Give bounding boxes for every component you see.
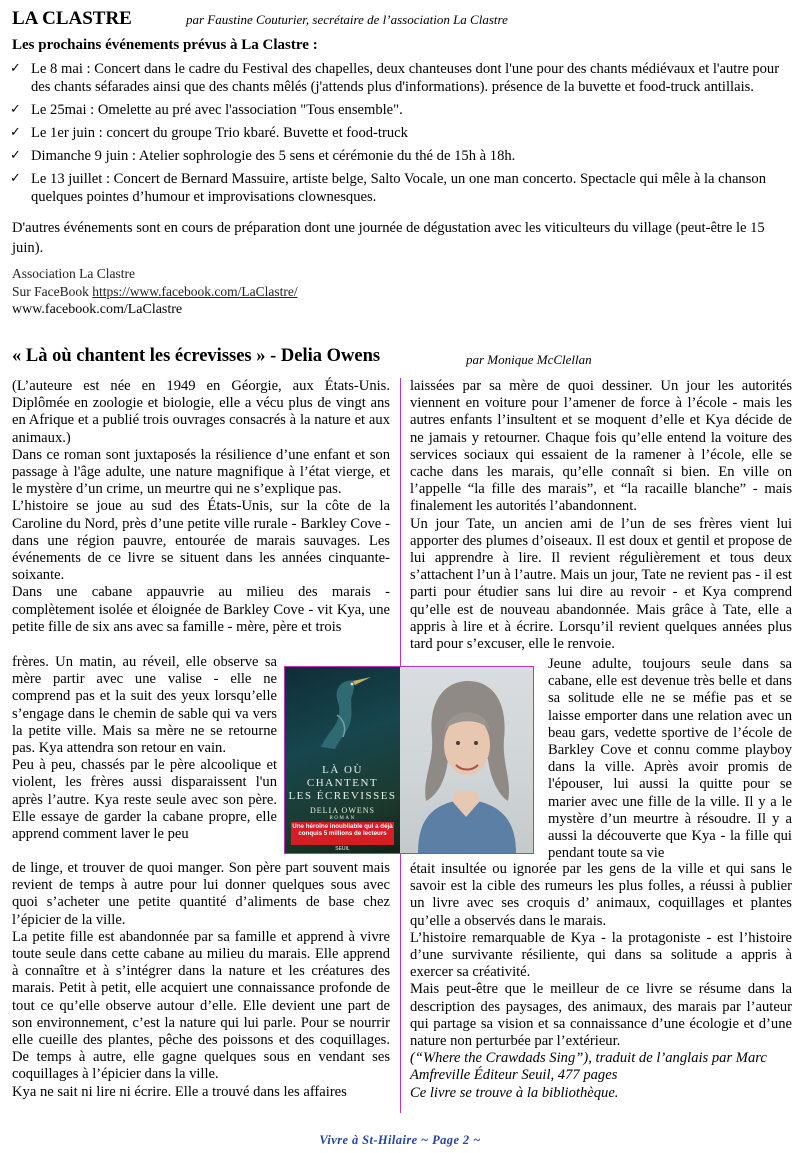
cover-promo-band: Une héroïne inoubliable qui a déjà conquis 5 millions de lecteurs bbox=[291, 822, 394, 845]
event-item: ✓ Le 1er juin : concert du groupe Trio kbaré. Buvette et food-truck bbox=[10, 125, 408, 141]
book-credits: (“Where the Crawdads Sing”), traduit de l’anglais par Marc Amfreville Éditeur Seuil, 477 pages Ce livre se trouve à la bibliothèque. bbox=[410, 1050, 767, 1101]
article-byline: par Monique McClellan bbox=[466, 352, 592, 367]
events-heading: Les prochains événements prévus à La Clastre : bbox=[12, 37, 318, 53]
checkmark-icon: ✓ bbox=[10, 171, 21, 186]
cover-title-line: LES ÉCREVISSES bbox=[288, 790, 397, 802]
article-column-right-top: laissées par sa mère de quoi dessiner. Un jour les autorités viennent en voiture pour l’amener de force à l’école - mais les autres enfants l’insultent et se moquent d’elle et Kya décide de ne jamais y retourner. Chaque fois qu’elle entend la voiture des services sociaux qui essaient de la ramener à l’école, elle se cache dans les marais, qu’elle connaît si bien. En ville on l’appelle “la fille des marais”, et “la racaille blanche” - mais finalement les autorités l’abandonnent. Un jour Tate, un ancien ami de l’un de ses frères vient lui apporter des plumes d’oiseaux. Il est doux et gentil et propose de lui apprendre à lire. Il revient régulièrement et tous deux s’attachent l’un à l’autre. Mais un jour, Tate ne revient pas - il est parti pour étudier sans lui dire au revoir - et Kya comprend qu’elle est de nouveau abandonnée. Mais grâce à Tate, elle a appris à lire et à écrire. Lorsqu’il revient quelques années plus tard pour s’excuser, elle le renvoie. bbox=[410, 378, 792, 653]
author-portrait-illustration bbox=[400, 667, 533, 853]
association-name: Association La Clastre bbox=[12, 266, 135, 281]
checkmark-icon: ✓ bbox=[10, 148, 21, 163]
article-title: « Là où chantent les écrevisses » - Delia Owens bbox=[12, 346, 381, 366]
checkmark-icon: ✓ bbox=[10, 125, 21, 140]
facebook-link[interactable]: https://www.facebook.com/LaClastre/ bbox=[92, 284, 298, 299]
article-column-left-wrap: frères. Un matin, au réveil, elle observe sa mère partir avec une valise - elle ne comprend pas et la suit des yeux lorsqu’elle s’engage dans le chemin de sable qui va vers la petite ville. Mais sa mère ne se retourne pas. Kya attendra son retour en vain. Peu à peu, chassés par le père alcoolique et violent, les frères aussi disparaissent l'un après l’autre. Kya reste seule avec son père. Elle essaye de garder la cabane propre, elle apprend comment laver le peu bbox=[12, 654, 277, 843]
heron-illustration bbox=[307, 675, 377, 755]
cover-title-line: CHANTENT bbox=[306, 777, 379, 789]
checkmark-icon: ✓ bbox=[10, 102, 21, 117]
event-item: ✓ Le 13 juillet : Concert de Bernard Massuire, artiste belge, Salto Vocale, un one man concerto. Spectacle qui mêle à la chanson quelques pointes d’humour et improvisations clownesques. bbox=[10, 171, 766, 205]
author-photo bbox=[400, 667, 533, 853]
checkmark-icon: ✓ bbox=[10, 61, 21, 76]
event-item: ✓ Dimanche 9 juin : Atelier sophrologie des 5 sens et cérémonie du thé de 15h à 18h. bbox=[10, 148, 516, 164]
events-note: D'autres événements sont en cours de préparation dont une journée de dégustation avec les viticulteurs du village (peut-être le 15 juin). bbox=[12, 220, 765, 256]
events-list bbox=[10, 60, 800, 211]
association-contact bbox=[12, 265, 298, 319]
article-column-left-top: (L’auteure est née en 1949 en Géorgie, aux États-Unis. Diplômée en zoologie et biologie, elle a vécu plus de vingt ans en Afrique et a publié trois ouvrages consacrés à la nature et aux animaux.) Dans ce roman sont juxtaposés la résilience d’une enfant et son passage à l'âge adulte, une nature magnifique à l’état vierge, et le mystère d’un crime, un meurtre qui ne s’explique pas. L’histoire se joue au sud des États-Unis, sur la côte de la Caroline du Nord, près d’une petite ville rurale - Barkley Cove - dans une région pauvre, entourée de marais sauvages. Les événements de ce livre se situent dans les années cinquante-soixante. Dans une cabane appauvrie au milieu des marais - complètement isolée et éloignée de Barkley Cove - vit Kya, une petite fille de six ans avec sa famille - mère, père et trois bbox=[12, 378, 390, 635]
book-image-frame bbox=[284, 666, 534, 854]
article-column-left-bottom: de linge, et trouver de quoi manger. Son père part souvent mais revient de temps à autre pour lui donner quelques sous avec quoi s’acheter une petite quantité d’aliments de base chez l’épicier de la ville. La petite fille est abandonnée par sa famille et apprend à vivre toute seule dans cette cabane au milieu du marais. Elle apprend à connaître et à s’intégrer dans la nature et les créatures des marais. Petit à petit, elle acquiert une connaissance profonde de tout ce qu’elle observe autour d’elle. Elle devient une part de son environnement, c’est la nature qui lui parle. Pour se nourrir elle cueille des plantes, pêche des poissons et des coquillages. De temps à autre, elle gagne quelques sous en vendant ses coquillages à l’épicier dans la ville. Kya ne sait ni lire ni écrire. Elle a trouvé dans les affaires bbox=[12, 860, 390, 1100]
cover-publisher: SEUIL bbox=[335, 846, 350, 852]
book-cover bbox=[285, 667, 400, 853]
section-byline: par Faustine Couturier, secrétaire de l’association La Clastre bbox=[186, 12, 508, 27]
article-column-right-bottom: était insultée ou ignorée par les gens de la ville et qui sans le savoir est la cible des rumeurs les plus folles, a réussi à publier un livre avec ses croquis d’ animaux, coquillages et plantes qu’elle a observés dans le marais. L’histoire remarquable de Kya - la protagoniste - est l’histoire d’une survivante résiliente, qui dans sa solitude a appris à exercer sa créativité. Mais peut-être que le meilleur de ce livre se résume dans la description des paysages, des animaux, des marais par l’auteur qui partage sa vision et sa connaissance d’une écologie et d’une nature non perturbée par l’extérieur. (“Where the Crawdads Sing”), traduit de l’anglais par Marc Amfreville Éditeur Seuil, 477 pages Ce livre se trouve à la bibliothèque. bbox=[410, 861, 792, 1101]
facebook-line: Sur FaceBook https://www.facebook.com/LaClastre/ bbox=[12, 284, 298, 299]
article-column-right-wrap: Jeune adulte, toujours seule dans sa cabane, elle est devenue très belle et dans sa solitude elle ne se méfie pas et se laisse emporter dans une relation avec un beau gars, vedette sportive de l’école de Barkley Cove et connu comme playboy dans la ville. Après avoir promis de l'épouser, lui aussi la quitte pour se marier avec une fille de la ville. Il y a le mystère d’un meurtre à résoudre. Il y a aussi la découverte que Kya - la fille qui pendant toute sa vie bbox=[548, 656, 792, 862]
facebook-plain: www.facebook.com/LaClastre bbox=[12, 302, 183, 317]
section-title: LA CLASTRE bbox=[12, 8, 132, 29]
cover-title-line: LÀ OÙ bbox=[322, 764, 363, 776]
page-footer: Vivre à St-Hilaire ~ Page 2 ~ bbox=[319, 1133, 481, 1147]
cover-genre: ROMAN bbox=[329, 816, 356, 821]
event-item: ✓ Le 8 mai : Concert dans le cadre du Festival des chapelles, deux chanteuses dont l'une pour des chants médiévaux et l'autre pour des chants séfarades ainsi que des chants mêlés (j'attends plus d'informations). présence de la buvette et food-truck antillais. bbox=[10, 61, 780, 95]
cover-author: DELIA OWENS bbox=[310, 806, 375, 815]
event-item: ✓ Le 25mai : Omelette au pré avec l'association "Tous ensemble". bbox=[10, 102, 403, 118]
